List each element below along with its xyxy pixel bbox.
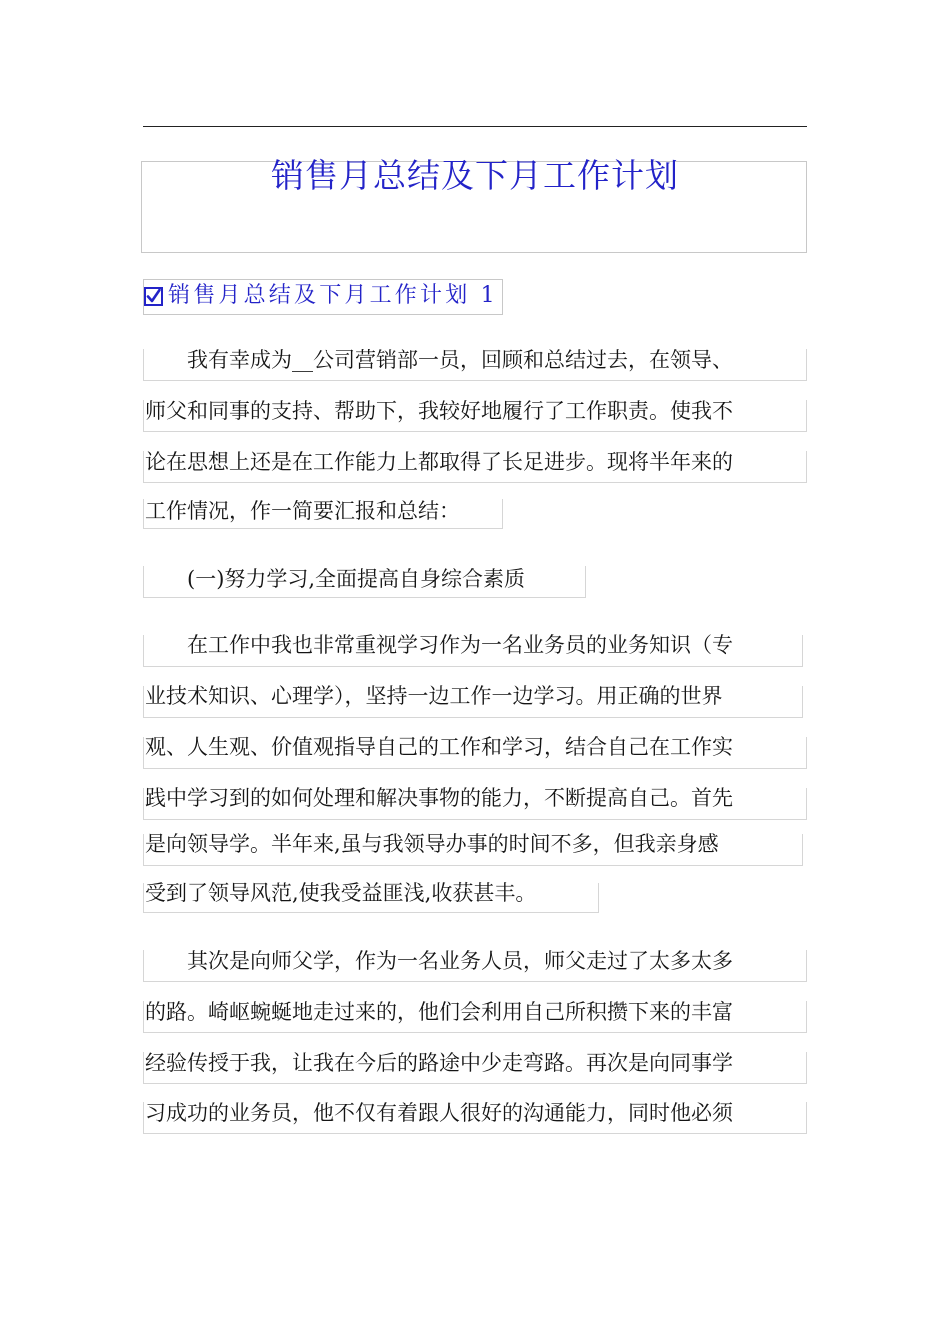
section-heading: (一)努力学习,全面提高自身综合素质 — [145, 567, 526, 591]
paragraph-line: 经验传授于我，让我在今后的路途中少走弯路。再次是向同事学 — [145, 1051, 733, 1075]
top-rule — [143, 126, 807, 127]
section-subtitle: 销售月总结及下月工作计划 1 — [168, 283, 498, 308]
paragraph-line: 工作情况，作一简要汇报和总结： — [145, 499, 460, 523]
document-title: 销售月总结及下月工作计划 — [271, 156, 679, 195]
paragraph-line: 观、人生观、价值观指导自己的工作和学习，结合自己在工作实 — [145, 735, 733, 759]
paragraph-line: 践中学习到的如何处理和解决事物的能力，不断提高自己。首先 — [145, 786, 733, 810]
paragraph-line: 习成功的业务员，他不仅有着跟人很好的沟通能力，同时他必须 — [145, 1101, 733, 1125]
paragraph-line: 论在思想上还是在工作能力上都取得了长足进步。现将半年来的 — [145, 450, 733, 474]
paragraph-line: 的路。崎岖蜿蜒地走过来的，他们会利用自己所积攒下来的丰富 — [145, 1000, 733, 1024]
paragraph-line: 其次是向师父学，作为一名业务人员，师父走过了太多太多 — [145, 949, 733, 973]
paragraph-line: 业技术知识、心理学），坚持一边工作一边学习。用正确的世界 — [145, 684, 723, 708]
paragraph-line: 受到了领导风范,使我受益匪浅,收获甚丰。 — [145, 881, 537, 905]
paragraph-line: 我有幸成为__公司营销部一员，回顾和总结过去，在领导、 — [145, 348, 733, 372]
paragraph-line: 在工作中我也非常重视学习作为一名业务员的业务知识（专 — [145, 633, 733, 657]
checked-box-icon — [144, 287, 163, 306]
paragraph-line: 师父和同事的支持、帮助下，我较好地履行了工作职责。使我不 — [145, 399, 733, 423]
paragraph-line: 是向领导学。半年来,虽与我领导办事的时间不多，但我亲身感 — [145, 832, 719, 856]
